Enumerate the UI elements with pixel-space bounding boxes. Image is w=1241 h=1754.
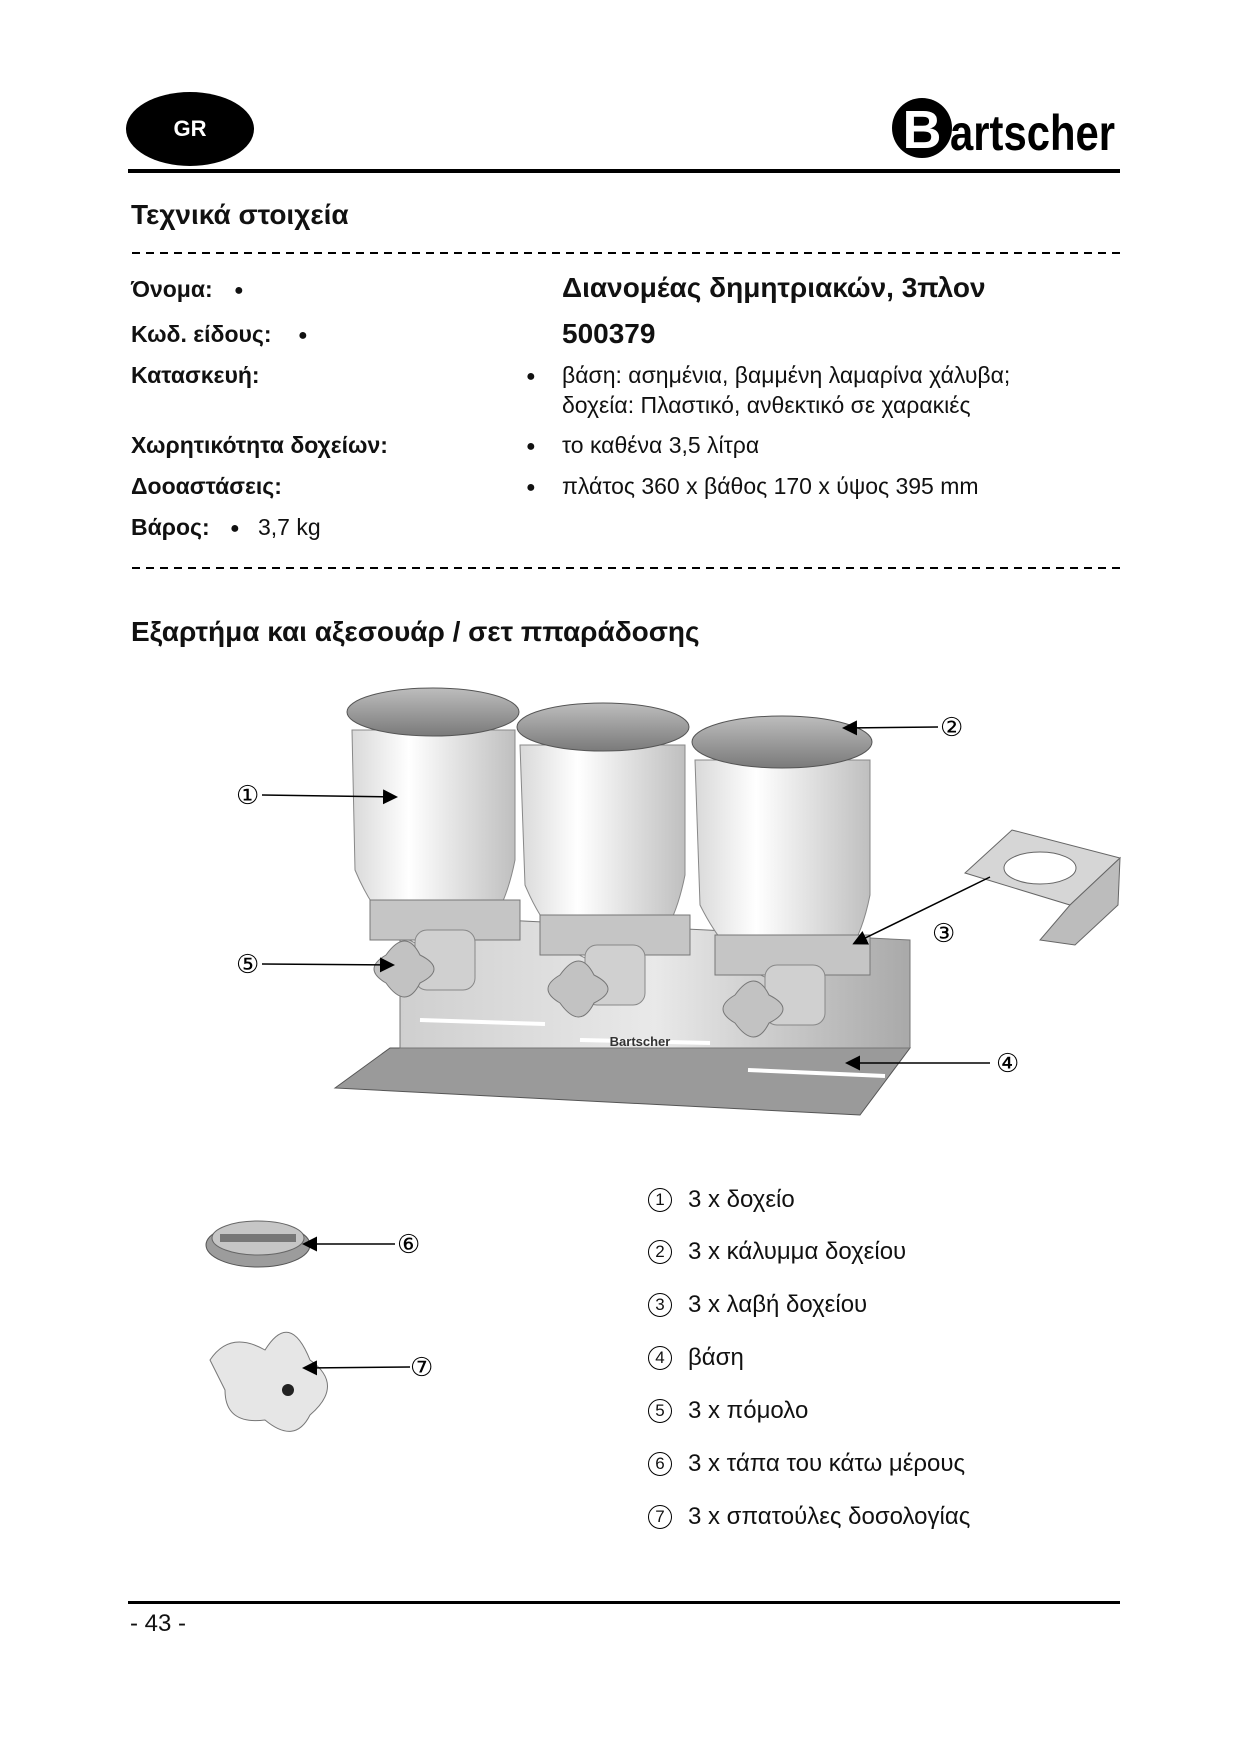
item-text: 3 x κάλυμμα δοχείου <box>688 1238 907 1265</box>
item-text: 3 x λαβή δοχείου <box>688 1291 868 1318</box>
item-text: 3 x τάπα του κάτω μέρους <box>688 1450 966 1477</box>
weight-label: Βάρος: <box>131 514 210 540</box>
bullet: ● <box>526 368 536 385</box>
svg-text:B: B <box>902 100 942 160</box>
bullet: ● <box>526 479 536 496</box>
dimensions-value: πλάτος 360 x βάθος 170 x ύψος 395 mm <box>562 473 979 499</box>
item-number: 6 <box>648 1452 672 1476</box>
container-handle-part <box>965 830 1120 945</box>
item-number: 4 <box>648 1346 672 1370</box>
item-number: 7 <box>648 1505 672 1529</box>
item-text: 3 x πόμολο <box>688 1397 809 1424</box>
list-item <box>648 1238 906 1266</box>
capacity-value: το καθένα 3,5 λίτρα <box>562 432 760 458</box>
dosing-spatula-part <box>210 1332 328 1431</box>
bullet: ● <box>234 282 244 299</box>
name-value: Διανομέας δημητριακών, 3πλον <box>562 272 986 303</box>
capacity-label: Χωρητικότητα δοχείων: <box>131 432 388 458</box>
list-item <box>648 1186 795 1214</box>
parts-title: Εξαρτήμα και αξεσουάρ / σετ ππαράδοσης <box>131 616 700 647</box>
list-item <box>648 1397 808 1425</box>
product-illustration <box>0 660 1241 1440</box>
header-rule <box>128 169 1120 173</box>
construction-label: Κατασκευή: <box>131 362 260 388</box>
item-number: 1 <box>648 1188 672 1212</box>
list-item <box>648 1344 744 1372</box>
callout-3: ③ <box>932 919 956 949</box>
list-item <box>648 1291 867 1319</box>
dashed-divider <box>132 252 1120 254</box>
dimensions-label: Δοοαστάσεις: <box>131 473 282 499</box>
callout-5: ⑤ <box>236 950 260 980</box>
item-number: 5 <box>648 1399 672 1423</box>
construction-value-line2: δοχεία: Πλαστικό, ανθεκτικό σε χαρακιές <box>562 392 971 418</box>
base-tray <box>335 1048 910 1115</box>
bartscher-logo <box>890 92 1120 162</box>
bullet: ● <box>298 327 308 344</box>
bottom-cap-part <box>206 1221 310 1267</box>
callout-4: ④ <box>996 1049 1020 1079</box>
tech-title: Τεχνικά στοιχεία <box>131 199 349 230</box>
svg-text:artscher: artscher <box>950 105 1115 161</box>
code-value: 500379 <box>562 318 656 349</box>
callout-6: ⑥ <box>397 1230 421 1260</box>
name-label: Όνομα: <box>131 276 213 302</box>
illustration-logo: Bartscher <box>609 1034 671 1049</box>
item-text: 3 x δοχείο <box>688 1186 795 1213</box>
bullet: ● <box>526 438 536 455</box>
item-number: 3 <box>648 1293 672 1317</box>
callout-1: ① <box>236 781 260 811</box>
callout-2: ② <box>940 713 964 743</box>
item-text: 3 x σπατούλες δοσολογίας <box>688 1503 971 1530</box>
callout-7: ⑦ <box>410 1353 434 1383</box>
list-item <box>648 1450 965 1478</box>
item-text: βάση <box>688 1344 744 1371</box>
construction-value-line1: βάση: ασημένια, βαμμένη λαμαρίνα χάλυβα; <box>562 362 1011 388</box>
code-label: Κωδ. είδους: <box>131 321 272 347</box>
weight-value: 3,7 kg <box>258 514 321 540</box>
footer-rule <box>128 1601 1120 1604</box>
language-badge: GR <box>126 92 254 166</box>
list-item <box>648 1503 970 1531</box>
page-number: - 43 - <box>130 1610 187 1637</box>
dashed-divider <box>132 567 1120 569</box>
bullet: ● <box>230 520 240 537</box>
item-number: 2 <box>648 1240 672 1264</box>
